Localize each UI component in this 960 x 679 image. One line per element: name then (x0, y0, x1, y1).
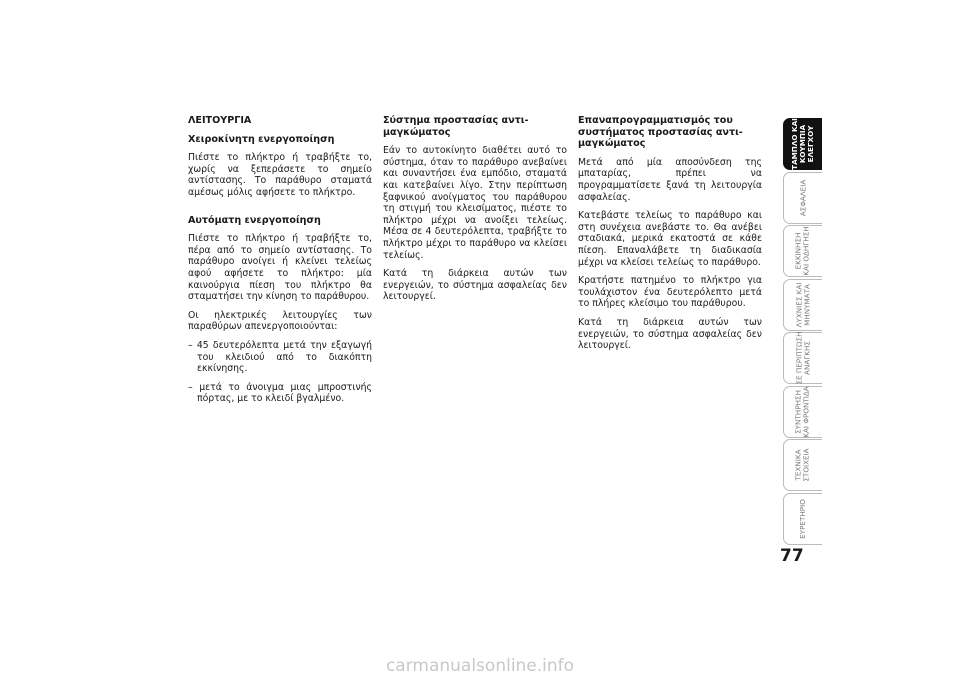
paragraph: Πιέστε το πλήκτρο ή τραβήξτε το, πέρα από το σημείο αντίστασης. Το παράθυρο ανοίγει ή κλείνει τελείως αφού αφήσετε το πλήκτρο: μία καινούργια πίεση του πλήκτρο θα σταματήσει την κίνηση το παράθυρου. (188, 233, 372, 303)
column-2 (383, 115, 567, 310)
tab-label: ΛΥΧΝΙΕΣ ΚΑΙ ΜΗΝΥΜΑΤΑ (794, 282, 812, 327)
tab-label: ΑΣΦΑΛΕΙΑ (798, 179, 807, 216)
tab-label: ΤΕΧΝΙΚΑ ΣΤΟΙΧΕΙΑ (794, 448, 811, 482)
heading-manual: Χειροκίνητη ενεργοποίηση (188, 133, 335, 145)
paragraph: Κατά τη διάρκεια αυτών των ενεργειών, το σύστημα ασφαλείας δεν λειτουργεί. (578, 316, 762, 352)
paragraph: Κατά τη διάρκεια αυτών των ενεργειών, το σύστημα ασφαλείας δεν λειτουργεί. (383, 268, 567, 303)
paragraph: Πιέστε το πλήκτρο ή τραβήξτε το, χωρίς να ξεπεράσετε το σημείο αντίστασης. Το παράθυρο σταματά αμέσως μόλις αφήσετε το πλήκτρο. (188, 152, 372, 198)
heading-automatic: Αυτόματη ενεργοποίηση (188, 214, 321, 226)
tab-index[interactable] (783, 493, 822, 545)
tab-dashboard-controls[interactable] (783, 118, 822, 170)
bullet-item: – 45 δευτερόλεπτα μετά την εξαγωγή του κλειδιού από το διακόπτη εκκίνησης. (188, 339, 372, 375)
tab-label: ΕΥΡΕΤΗΡΙΟ (798, 498, 807, 539)
heading-anti-pinch: Σύστημα προστασίας αντι-μαγκώματος (383, 115, 529, 138)
tab-lights-messages[interactable] (783, 279, 822, 331)
tab-maintenance[interactable] (783, 386, 822, 438)
paragraph: Οι ηλεκτρικές λειτουργίες των παραθύρων απενεργοποιούνται: (188, 309, 372, 333)
paragraph: Κρατήστε πατημένο το πλήκτρο για τουλάχιστον ένα δευτερόλεπτο μετά το πλήρες κλείσιμο του παράθυρου. (578, 275, 762, 310)
page-number: 77 (780, 546, 804, 566)
column-1 (188, 115, 372, 412)
paragraph: Μετά από μία αποσύνδεση της μπαταρίας, πρέπει να προγραμματίσετε ξανά τη λειτουργία ασφαλείας. (578, 156, 762, 203)
tab-label: ΤΑΜΠΛΟ ΚΑΙ ΚΟΥΜΠΙΑ ΕΛΕΓΧΟΥ (790, 118, 815, 170)
column-3 (578, 115, 762, 359)
tab-technical-data[interactable] (783, 439, 822, 491)
bullet-item: – μετά το άνοιγμα μιας μπροστινής πόρτας, με το κλειδί βγαλμένο. (188, 381, 372, 405)
tab-safety[interactable] (783, 172, 822, 224)
paragraph: Εάν το αυτοκίνητο διαθέτει αυτό το σύστημα, όταν το παράθυρο ανεβαίνει και συναντήσει ένα εμπόδιο, σταματά και κατεβαίνει λίγο. Στην περίπτωση ξαφνικού ανοίγματος του παράθυρου τη στιγμή του κλεισίματος, πιέστε το πλήκτρο μέχρι να ανοίξει τελείως. Μέσα σε 4 δευτερόλεπτα, τραβήξτε το πλήκτρο μέχρι το παράθυρο να κλείσει τελείως. (383, 145, 567, 261)
section-title: ΛΕΙΤΟΥΡΓΙΑ (188, 115, 252, 126)
heading-reprogramming: Επαναπρογραμματισμός του συστήματος προστασίας αντι-μαγκώματος (578, 115, 743, 150)
tab-label: ΕΚΚΙΝΗΣΗ ΚΑΙ ΟΔΗΓΗΣΗ (794, 226, 811, 276)
tab-starting-driving[interactable] (783, 225, 822, 277)
watermark: carmanualsonline.info (385, 656, 575, 676)
tab-emergency[interactable] (783, 332, 822, 384)
paragraph: Κατεβάστε τελείως το παράθυρο και στη συνέχεια ανεβάστε το. Θα ανέβει σταδιακά, μερικά εκατοστά σε κάθε πίεση. Επαναλάβετε τη διαδικασία μέχρι να κλείσει τελείως το παράθυρο. (578, 210, 762, 268)
tab-label: ΣΥΝΤΗΡΗΣΗ ΚΑΙ ΦΡΟΝΤΙΔΑ (794, 385, 811, 438)
tab-label: ΣΕ ΠΕΡΙΠΤΩΣΗ ΑΝΑΓΚΗΣ (794, 331, 812, 385)
